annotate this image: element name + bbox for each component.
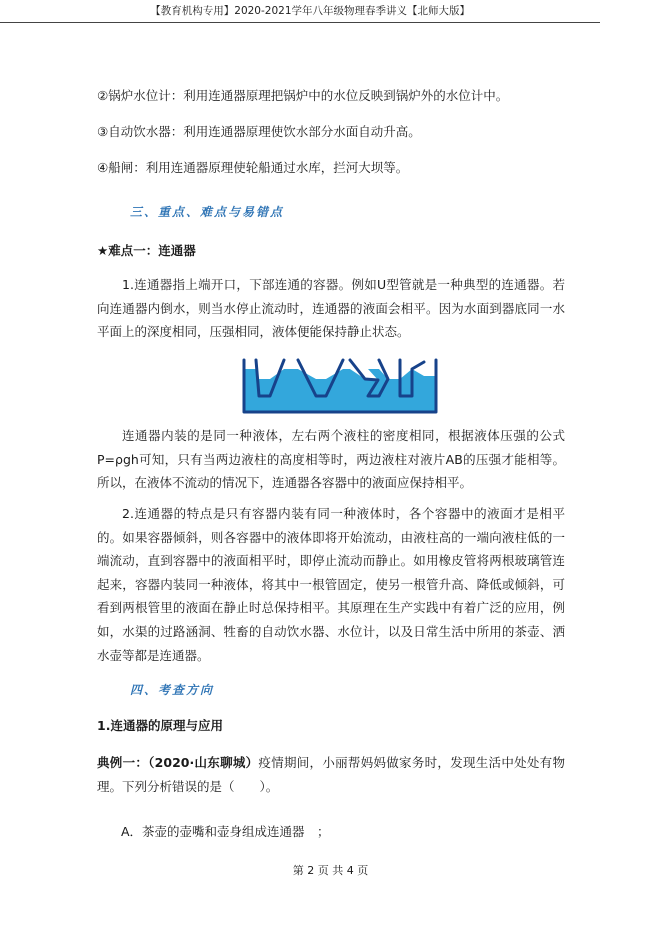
- header-text: 【教育机构专用】2020-2021学年八年级物理春季讲义【北师大版】: [150, 5, 470, 17]
- example-label: 典例一：: [97, 755, 149, 770]
- section-heading-4: 四、考查方向: [130, 683, 215, 697]
- item-boiler-gauge: ②锅炉水位计：利用连通器原理把锅炉中的水位反映到锅炉外的水位计中。: [97, 88, 509, 103]
- difficulty-heading: ★难点一：连通器: [97, 243, 196, 258]
- paragraph-2: 连通器内装的是同一种液体，左右两个液柱的密度相同，根据液体压强的公式P=ρgh可知，只有当两边液柱的高度相等时，两边液柱对液片AB的压强才能相等。所以，在液体不流动的情况下，连通器各容器中的液面应保持相平。: [97, 428, 565, 491]
- item-ship-lock: ④船闸：利用连通器原理使轮船通过水库，拦河大坝等。: [97, 160, 409, 175]
- page-footer: 第 2 页 共 4 页: [292, 864, 369, 877]
- option-a: A．茶壶的壶嘴和壶身组成连通器 ；: [121, 824, 330, 839]
- topic-heading: 1.连通器的原理与应用: [97, 718, 223, 733]
- page-header: [0, 0, 600, 23]
- example-source: （2020·山东聊城）: [148, 755, 259, 770]
- connected-vessel-diagram: [240, 354, 440, 416]
- example-1: [97, 751, 565, 798]
- paragraph-1: 1.连通器指上端开口，下部连通的容器。例如U型管就是一种典型的连通器。若向连通器内倒水，则当水停止流动时，连通器的液面会相平。因为水面到器底同一水平面上的深度相同，压强相同，液体便能保持静止状态。: [97, 277, 565, 340]
- paragraph-3: 2.连通器的特点是只有容器内装有同一种液体时，各个容器中的液面才是相平的。如果容器倾斜，则各容器中的液体即将开始流动，由液柱高的一端向液柱低的一端流动，直到容器中的液面相平时，即停止流动而静止。如用橡皮管将两根玻璃管连起来，容器内装同一种液体，将其中一根管固定，使另一根管升高、降低或倾斜，可看到两根管里的液面在静止时总保持相平。其原理在生产实践中有着广泛的应用，例如，水渠的过路涵洞、牲畜的自动饮水器、水位计，以及日常生活中所用的茶壶、洒水壶等都是连通器。: [97, 506, 565, 663]
- example-text: 疫情期间，小丽帮妈妈做家务时，发现生活中处处有物理。下列分析错误的是（ ）。: [97, 755, 565, 794]
- item-auto-drinker: ③自动饮水器：利用连通器原理使饮水部分水面自动升高。: [97, 124, 421, 139]
- section-heading-3: 三、重点、难点与易错点: [130, 205, 285, 219]
